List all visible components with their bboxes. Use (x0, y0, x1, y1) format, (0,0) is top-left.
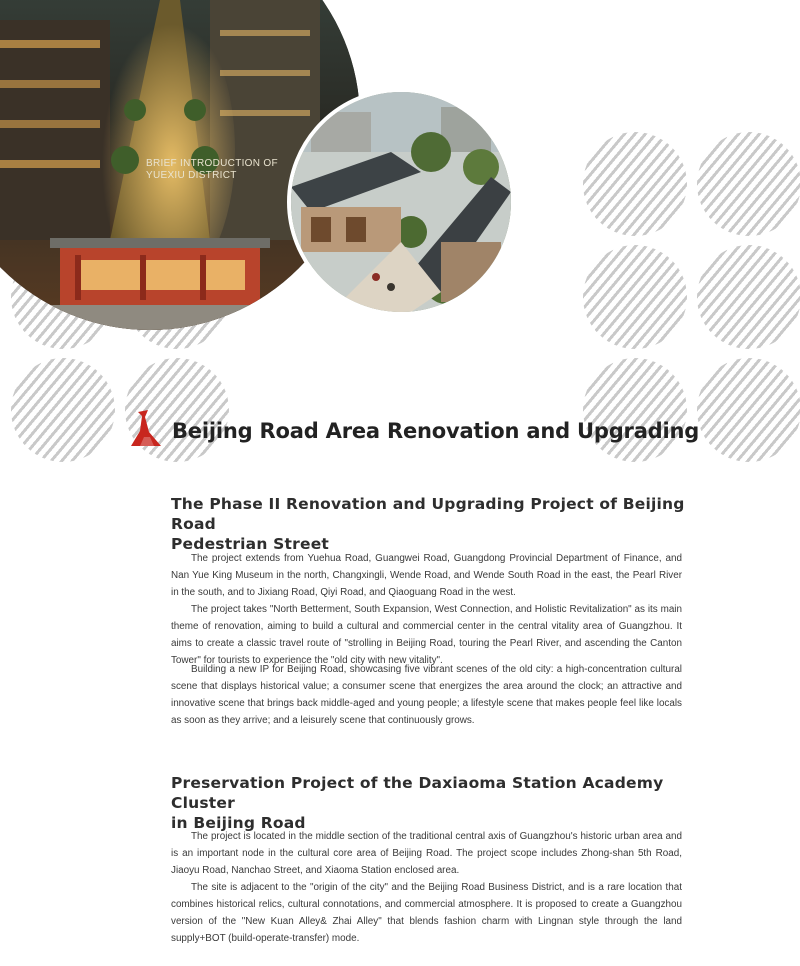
section1-paragraph: Building a new IP for Beijing Road, showcasing five vibrant scenes of the old city: a high-concentration cultural scene that displays historical value; a consumer scene that energizes the area around the clock; an attractive and innovative scene that brings back middle-aged and young people; a lifestyle scene that makes people feel like locals as soon as they arrive; and a leisurely scene that continuously grows. (171, 664, 682, 726)
section2-paragraph: The project is located in the middle section of the traditional central axis of Guangzhou's historic urban area and is an important node in the cultural core area of Beijing Road. The project scope includes Zhong-shan 5th Road, Jiaoyu Road, Nanchao Street, and Xiaoma Station enclosed area. (171, 831, 682, 876)
hatched-circle-decoration (583, 245, 687, 349)
section2-paragraph: The site is adjacent to the "origin of the city" and the Beijing Road Business District, and is a rare location that combines historical relics, cultural connotations, and commercial atmosphere. It is proposed to create a Guangzhou version of the "New Kuan Alley& Zhai Alley" that blends fashion charm with Lingnan style through the land supply+BOT (build-operate-transfer) mode. (171, 882, 682, 944)
section1-paragraph: The project extends from Yuehua Road, Guangwei Road, Guangdong Provincial Department of Finance, and Nan Yue King Museum in the north, Changxingli, Wende Road, and Wende South Road in the east, the Pearl River in the south, and to Jixiang Road, Qiyi Road, and Qiaoguang Road in the west. (171, 553, 682, 598)
hatched-circle-decoration (697, 132, 800, 236)
hatched-circle-decoration (697, 358, 800, 462)
section1-title (171, 494, 711, 554)
hatched-circle-decoration (583, 358, 687, 462)
section2-title-line1: Preservation Project of the Daxiaoma Station Academy Cluster (171, 774, 664, 812)
photo-caption (146, 158, 278, 182)
section1-title-line1: The Phase II Renovation and Upgrading Project of Beijing Road (171, 495, 685, 533)
photo-caption-line1: BRIEF INTRODUCTION OF (146, 158, 278, 169)
photo-caption-line2: YUEXIU DISTRICT (146, 170, 237, 181)
section2-title (171, 773, 711, 833)
section2-title-line2: in Beijing Road (171, 814, 306, 832)
page-title: Beijing Road Area Renovation and Upgrading (172, 419, 700, 443)
section1-paragraph: The project takes "North Betterment, South Expansion, West Connection, and Holistic Revitalization" as its main theme of renovation, aiming to build a cultural and commercial center in the central vitality area of Guangzhou. It aims to create a classic travel route of "strolling in Beijing Road, touring the Pearl River, and ascending the Canton Tower" for tourists to experience the "old city with new vitality". (171, 604, 682, 666)
section1-title-line2: Pedestrian Street (171, 535, 330, 553)
guangzhou-tower-logo-icon (128, 408, 168, 453)
daxiaoma-courtyard-photo (287, 88, 515, 316)
courtyard-illustration (291, 92, 511, 312)
hatched-circle-decoration (11, 358, 115, 462)
hatched-circle-decoration (583, 132, 687, 236)
hatched-circle-decoration (697, 245, 800, 349)
